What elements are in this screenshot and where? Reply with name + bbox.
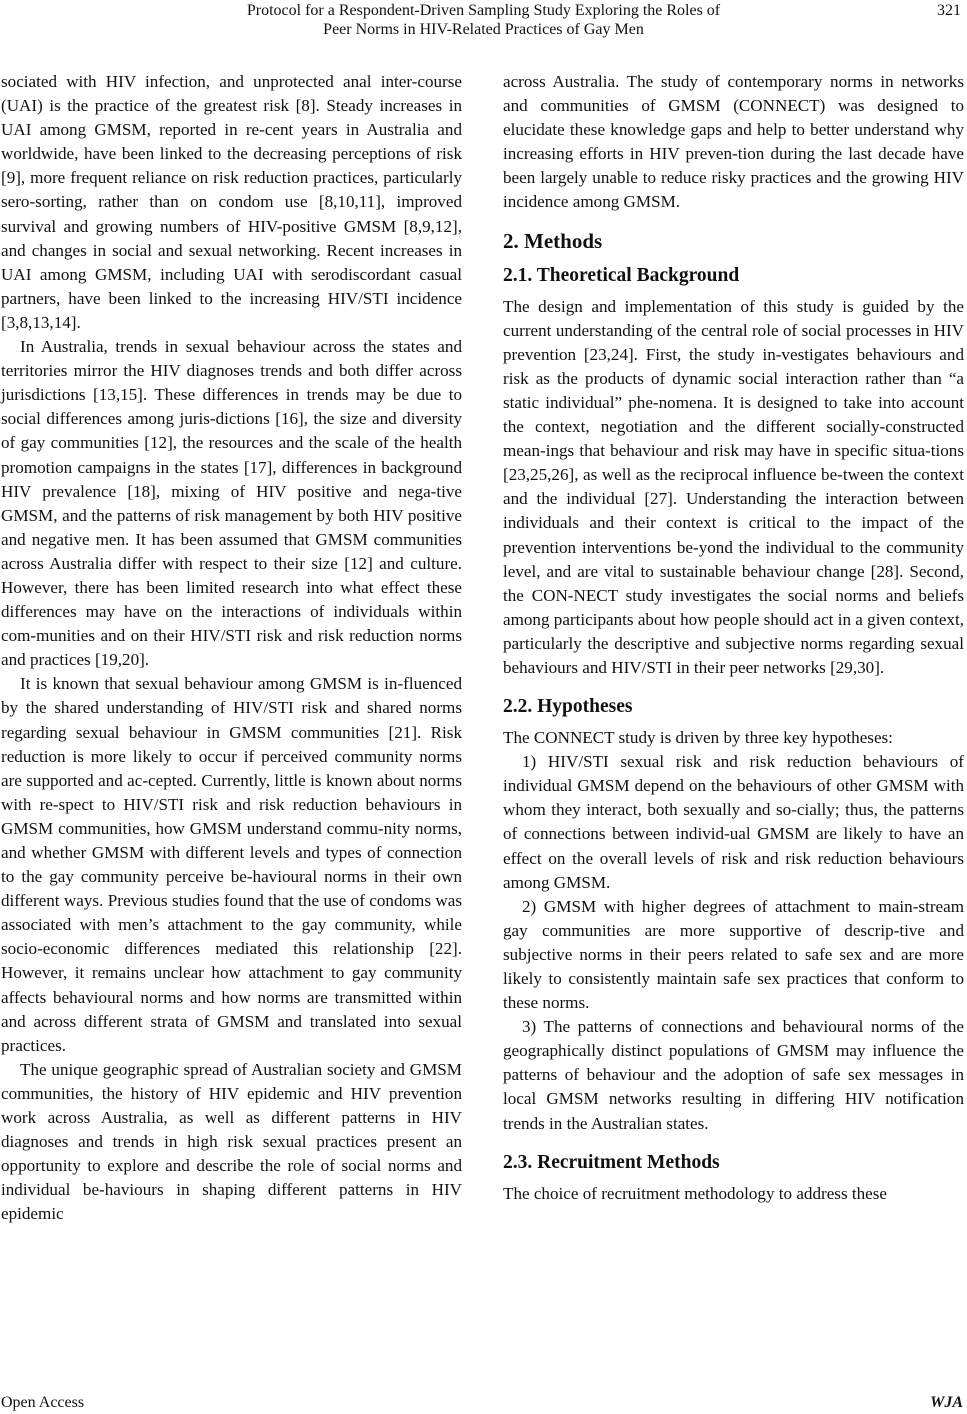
hypothesis-1: 1) HIV/STI sexual risk and risk reduction behaviours of individual GMSM depend on the behaviours of other GMSM with whom they interact, both sexually and so-cially; thus, the patterns of connections between individ-ual GMSM are likely to have an effect on the overall levels of risk and risk reduction behaviours among GMSM. (503, 752, 964, 892)
paragraph: The CONNECT study is driven by three key hypotheses: (503, 728, 893, 748)
subsection-heading-recruitment-methods: 2.3. Recruitment Methods (503, 1151, 720, 1173)
hypothesis-2: 2) GMSM with higher degrees of attachment to main-stream gay communities are more supportive of descrip-tive and subjective norms in their peers related to safe sex and are more likely to consistently maintain safe sex practices that conform to these norms. (503, 896, 964, 1013)
left-column (1, 70, 462, 1227)
subsection-heading-theoretical-background: 2.1. Theoretical Background (503, 264, 740, 286)
paragraph: It is known that sexual behaviour among GMSM is in-fluenced by the shared understanding of HIV/STI risk and shared norms regarding sexual behaviour in GMSM communities [21]. Risk reduction is more likely to occur if perceived community norms are supported and ac-cepted. Currently, little is known about norms with re-spect to HIV/STI risk and risk reduction behaviours in GMSM communities, how GMSM understand commu-nity norms, and whether GMSM with different levels and types of connection to the gay community perceive be-havioural norms in their own different ways. Previous studies found that the use of condoms was associated with men’s attachment to the gay community, while socio-economic differences mediated this relationship [22]. However, it remains unclear how attachment to gay community affects behavioural norms and how norms are transmitted within and across different strata of GMSM and translated into sexual practices. (1, 674, 462, 1055)
running-title-line-2: Peer Norms in HIV-Related Practices of Gay Men (323, 21, 644, 38)
paragraph: In Australia, trends in sexual behaviour across the states and territories mirror the HIV diagnoses trends and both differ across jurisdictions [13,15]. These differences in trends may be due to social differences among juris-dictions [16], the size and diversity of gay communities [12], the resources and the scale of the health promotion campaigns in the states [17], differences in background HIV prevalence [18], mixing of HIV positive and nega-tive GMSM, and the patterns of risk management by both HIV positive and negative men. It has been assumed that GMSM communities across Australia differ with respect to their size [12] and culture. However, there has been limited research into what effect these differences may have on the interactions of individuals within com-munities and on their HIV/STI risk and risk reduction norms and practices [19,20]. (1, 337, 462, 670)
open-access-label: Open Access (1, 1394, 85, 1411)
paragraph: The choice of recruitment methodology to address these (503, 1183, 888, 1203)
paragraph: The unique geographic spread of Australian society and GMSM communities, the history of HIV epidemic and HIV prevention work across Australia, as well as different patterns in HIV diagnoses and trends in high risk sexual practices present an opportunity to explore and describe the role of social norms and individual be-haviours in shaping different patterns in HIV epidemic (1, 1059, 462, 1224)
running-title-line-1: Protocol for a Respondent-Driven Sampling Study Exploring the Roles of (246, 2, 721, 19)
hypothesis-3: 3) The patterns of connections and behavioural norms of the geographically distinct populations of GMSM may influence the patterns of behaviour and the adoption of safe sex messages in local GMSM networks resulting in differing HIV notification trends in the Australian states. (503, 1017, 964, 1133)
paragraph: sociated with HIV infection, and unprotected anal inter-course (UAI) is the practice of the greatest risk [8]. Steady increases in UAI among GMSM, reported in re-cent years in Australia and worldwide, have been linked to the decreasing perceptions of risk [9], more frequent reliance on risk reduction practices, particularly sero-sorting, rather than on condom use [8,10,11], improved survival and growing numbers of HIV-positive GMSM [8,9,12], and changes in social and sexual networking. Recent increases in UAI among GMSM, including UAI with serodiscordant casual partners, have been linked to the increasing HIV/STI incidence [3,8,13,14]. (1, 72, 462, 332)
page-number: 321 (937, 2, 961, 19)
subsection-heading-hypotheses: 2.2. Hypotheses (503, 696, 633, 718)
journal-abbreviation: WJA (930, 1394, 963, 1411)
paragraph: The design and implementation of this study is guided by the current understanding of the central role of social processes in HIV prevention [23,24]. First, the study in-vestigates behaviours and risk as the products of dynamic social interaction rather than “a static individual” phe-nomena. It is designed to take into account the context, negotiation and the different socially-constructed mean-ings that behaviour and risk may have in specific situa-tions [23,25,26], as well as the reciprocal influence be-tween the context and the individual [27]. Understanding the interaction between individuals and their context is critical to the impact of the prevention interventions be-yond the individual to the community level, and are vital to sustainable behaviour change [28]. Second, the CON-NECT study investigates the social norms and beliefs among participants about how people should act in a given context, particularly the descriptive and subjective norms regarding sexual behaviours and HIV/STI in their peer networks [29,30]. (503, 296, 964, 677)
section-heading-methods: 2. Methods (503, 228, 603, 253)
page-footer (0, 1394, 967, 1414)
running-header (0, 0, 967, 40)
right-column (503, 70, 964, 1206)
paragraph: across Australia. The study of contemporary norms in networks and communities of GMSM (CONNECT) was designed to elucidate these knowledge gaps and help to better understand why increasing efforts in HIV preven-tion during the last decade have been largely unable to reduce risky practices and the growing HIV incidence among GMSM. (503, 72, 964, 212)
